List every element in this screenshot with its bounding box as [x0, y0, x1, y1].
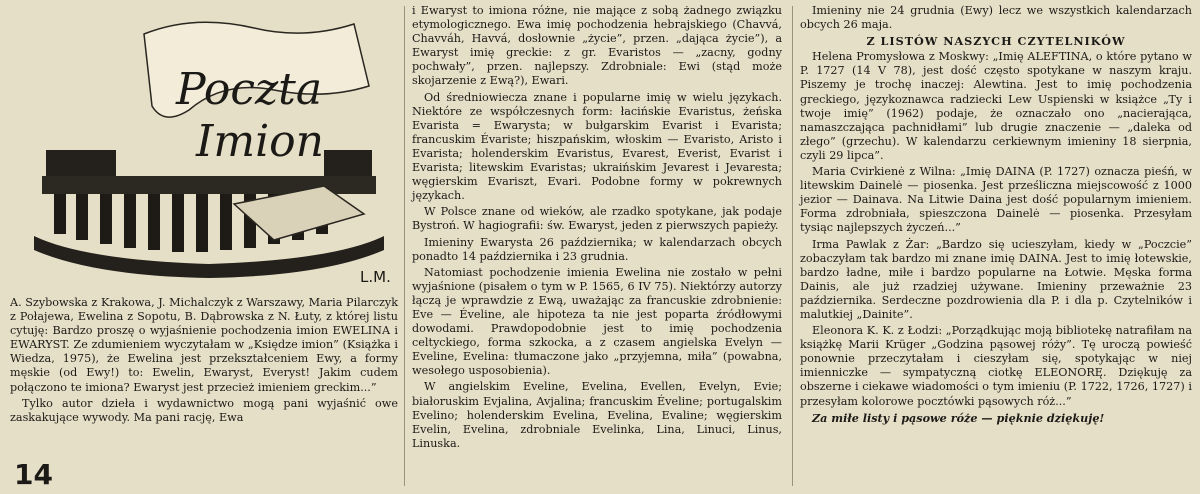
logo-line1: Poczta: [176, 64, 323, 115]
letter-paragraph: Eleonora K. K. z Łodzi: „Porządkując moją bibliotekę natrafiłam na książkę Marii Krüger „Godzina pąsowej róży”. Tę uroczą powieść ponownie przeczytałam i cieszyłam się, spotykając w niej imienniczke — sympatyczną ciotkę ELEONORĘ. Dziękuję za obszerne i ciekawe wiadomości o tym imieniu (P. 1722, 1726, 1727) i przesyłam kolorowe pocztówki pąsowych róż...”: [800, 324, 1192, 408]
column-divider: [792, 6, 793, 486]
closing-line: Za miłe listy i pąsowe róże — pięknie dziękuję!: [812, 410, 1105, 425]
letter-paragraph: Helena Promysłowa z Moskwy: „Imię ALEFTINA, o które pytano w P. 1727 (14 V 78), jest dość często spotykane w naszym kraju. Piszemy je trochę inaczej: Alewtina. Jest to imię pochodzenia greckiego, językoznawca radziecki Lew Uspienski w książce „Ty i twoje imię” (1962) podaje, że oznaczało ono „nacierająca, namaszczająca pachnidłami” lub drugie znaczenie — „daleka od złego” (grzechu). W kalendarzu cerkiewnym imieniny 18 sierpnia, czyli 29 lipca”.: [800, 50, 1192, 162]
logo-line2: Imion: [196, 116, 325, 167]
page-number: 14: [14, 458, 53, 491]
letter-paragraph: Maria Cvirkienė z Wilna: „Imię DAINA (P. 1727) oznacza pieśń, w litewskim Dainelė — piosenka. Jest prześliczna miejscowość z 1000 jezior — Dainava. Na Litwie Daina jest dość popularnym imieniem. Forma zdrobniała, spieszczona Dainelė — piosenka. Przesyłam tysiąc najlepszych życzeń...”: [800, 165, 1192, 235]
paragraph: W angielskim Eveline, Evelina, Evellen, Evelyn, Evie; białoruskim Evjalina, Avjalina; francuskim Éveline; portugalskim Evelino; holenderskim Evelina, Evelina, Evaline; węgierskim Evelin, Evelina, zdrobniale Evelinka, Lina, Linuci, Linus, Linuska.: [412, 380, 782, 450]
paragraph: W Polsce znane od wieków, ale rzadko spotykane, jak podaje Bystroń. W hagiografii: św. Ewaryst, jeden z pierwszych papieży.: [412, 205, 782, 233]
letter-paragraph: Irma Pawlak z Żar: „Bardzo się ucieszyłam, kiedy w „Poczcie” zobaczyłam tak bardzo mi znane imię DAINA. Jest to imię łotewskie, bardzo ładne, miłe i bardzo popularne na Łotwie. Męska forma Dainis, ale już rzadziej używane. Imieniny przeważnie 23 października. Serdeczne pozdrowienia dla P. i dla p. Czytelników i malutkiej „Dainite”.: [800, 237, 1192, 321]
column-3: [800, 4, 1192, 427]
typewriter-illustration: [24, 14, 394, 282]
section-heading: Z LISTÓW NASZYCH CZYTELNIKÓW: [866, 34, 1126, 49]
column-1: [10, 296, 398, 427]
paragraph: Natomiast pochodzenie imienia Ewelina nie zostało w pełni wyjaśnione (pisałem o tym w P. 1565, 6 IV 75). Niektórzy autorzy łączą je wprawdzie z Ewą, uważając za francuskie zdrobnienie: Eve — Éveline, ale hipoteza ta nie jest poparta źródłowymi dowodami. Prawdopodobnie jest to imię pochodzenia celtyckiego, forma szkocka, a z czasem angielska Evelyn — Eveline, Evelina: tłumaczone jako „przyjemna, miła” (powabna, wesołego usposobienia).: [412, 265, 782, 378]
paragraph: i Ewaryst to imiona różne, nie mające z sobą żadnego związku etymologicznego. Ewa imię pochodzenia hebrajskiego (Chavvá, Chavváh, Havvá, dosłownie „życie”, przen. „dająca życie”), a Ewaryst imię greckie: z gr. Evaristos — „zacny, godny pochwały”, przen. najlepszy. Zdrobniale: Ewi (stąd może skojarzenie z Ewą?), Ewari.: [412, 4, 782, 88]
paragraph: Od średniowiecza znane i popularne imię w wielu językach. Niektóre ze współczesnych form: łacińskie Evaristus, żeńska Evarista = Ewarysta; w bułgarskim Evarist i Evarista; francuskim Évariste; hiszpańskim, włoskim — Evaristo, Aristo i Evarista; holenderskim Evaristus, Evarest, Everist, Evarist i Evarista; litewskim Evaristas; ukraińskim Jevarest i Jevaresta; węgierskim Evariszt, Evari. Podobne formy w pokrewnych językach.: [412, 90, 782, 203]
paragraph: Imieniny Ewarysta 26 października; w kalendarzach obcych ponadto 14 października i 23 grudnia.: [412, 235, 782, 263]
column-2: [412, 4, 782, 453]
paragraph: Imieniny nie 24 grudnia (Ewy) lecz we wszystkich kalendarzach obcych 26 maja.: [800, 4, 1192, 32]
author-signature: L.M.: [360, 268, 391, 286]
column-divider: [404, 6, 405, 486]
paragraph: A. Szybowska z Krakowa, J. Michalczyk z Warszawy, Maria Pilarczyk z Połajewa, Ewelina z Sopotu, B. Dąbrowska z N. Łuty, z której listu cytuję: Bardzo proszę o wyjaśnienie pochodzenia imion EWELINA i EWARYST. Ze zdumieniem wyczytałam w „Księdze imion” (Książka i Wiedza, 1975), że Ewelina jest przekształceniem Ewy, a formy męskie (od Ewy!) to: Ewelin, Ewaryst, Everyst! Jakim cudem połączono te imiona? Ewaryst jest przecież imieniem greckim...”: [10, 296, 398, 394]
paragraph: Tylko autor dzieła i wydawnictwo mogą pani wyjaśnić owe zaskakujące wywody. Ma pani rację, Ewa: [10, 396, 398, 424]
